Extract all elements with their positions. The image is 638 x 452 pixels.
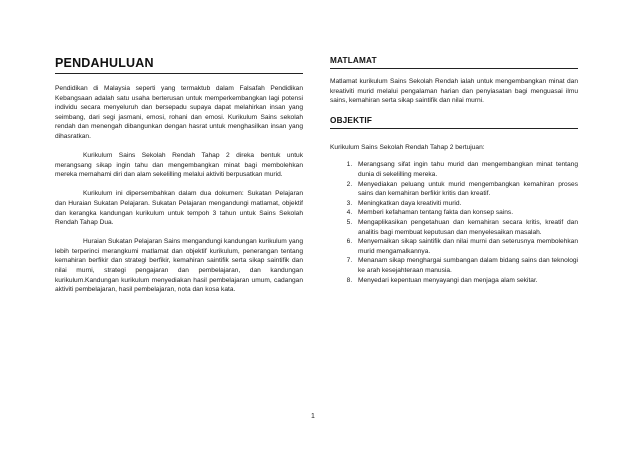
objektif-item: 1. Merangsang sifat ingin tahu murid dan mengembangkan minat tentang dunia di sekelilling mereka.	[354, 160, 578, 179]
left-column	[55, 56, 303, 295]
objektif-item: 2. Menyediakan peluang untuk murid mengembangkan kemahiran proses sains dan kemahiran berfikir kritis dan kreatif.	[354, 180, 578, 199]
objektif-heading: OBJEKTIF	[330, 116, 578, 129]
objektif-item: 7. Menanam sikap menghargai sumbangan dalam bidang sains dan teknologi ke arah kesejahteraan manusia.	[354, 256, 578, 275]
objektif-item: 4. Memberi kefahaman tentang fakta dan konsep sains.	[354, 208, 578, 218]
objektif-intro: Kurikulum Sains Sekolah Rendah Tahap 2 bertujuan:	[330, 143, 485, 151]
intro-paragraph-3: Kurikulum ini dipersembahkan dalam dua dokumen: Sukatan Pelajaran dan Huraian Sukatan Pelajaran. Sukatan Pelajaran mengandungi matlamat, objektif dan kerangka kandungan kurikulum untuk tempoh 3 tahun untuk Sains Sekolah Rendah Tahap Dua.	[55, 190, 303, 227]
intro-paragraph-2: Kurikulum Sains Sekolah Rendah Tahap 2 direka bentuk untuk merangsang sikap ingin tahu dan mengembangkan minat bagi membolehkan mereka memahami diri dan alam sekelilling melalui aktiviti berpusatkan murid.	[55, 152, 303, 179]
objektif-item: 3. Meningkatkan daya kreativiti murid.	[354, 199, 578, 209]
page-number: 1	[311, 413, 315, 420]
matlamat-text: Matlamat kurikulum Sains Sekolah Rendah ialah untuk mengembangkan minat dan kreativiti murid melalui pengalaman harian dan penyiasatan bagi menguasai ilmu sains, kemahiran serta sikap saintifik dan nilai murni.	[330, 78, 578, 105]
right-column	[330, 56, 578, 285]
pendahuluan-heading: PENDAHULUAN	[55, 56, 303, 74]
intro-paragraph-4: Huraian Sukatan Pelajaran Sains mengandungi kandungan kurikulum yang lebih terperinci merangkumi matlamat dan objektif kurikulum, penerangan tentang kemahiran berfikir dan strategi berfikir, kemahiran saintifik serta sikap saintifik dan nilai murni, strategi pengajaran dan pembelajaran, dan kandungan kurikulum.Kandungan kurikulum menyediakan hasil pembelajaran umum, cadangan aktiviti pembelajaran, hasil pembelajaran, nota dan kosa kata.	[55, 238, 303, 294]
objektif-list	[330, 160, 578, 285]
objektif-item: 8. Menyedari kepentuan menyayangi dan menjaga alam sekitar.	[354, 276, 578, 286]
objektif-item: 5. Mengaplikasikan pengetahuan dan kemahiran secara kritis, kreatif dan analitis bagi membuat keputusan dan menyelesaikan masalah.	[354, 218, 578, 237]
intro-paragraph-1: Pendidikan di Malaysia seperti yang termaktub dalam Falsafah Pendidikan Kebangsaan adalah satu usaha berterusan untuk memperkembangkan lagi potensi individu secara menyeluruh dan bersepadu supaya dapat melahirkan insan yang seimbang, dari segi jasmani, emosi, rohani dan emosi. Kurikulum Sains sekolah rendah dan menengah dibangunkan dengan hasrat untuk menghasilkan insan yang dihasratkan.	[55, 85, 303, 140]
objektif-item: 6. Menyemaikan sikap saintifik dan nilai murni dan seterusnya membolehkan murid mengamalkannya.	[354, 237, 578, 256]
matlamat-heading: MATLAMAT	[330, 56, 578, 69]
